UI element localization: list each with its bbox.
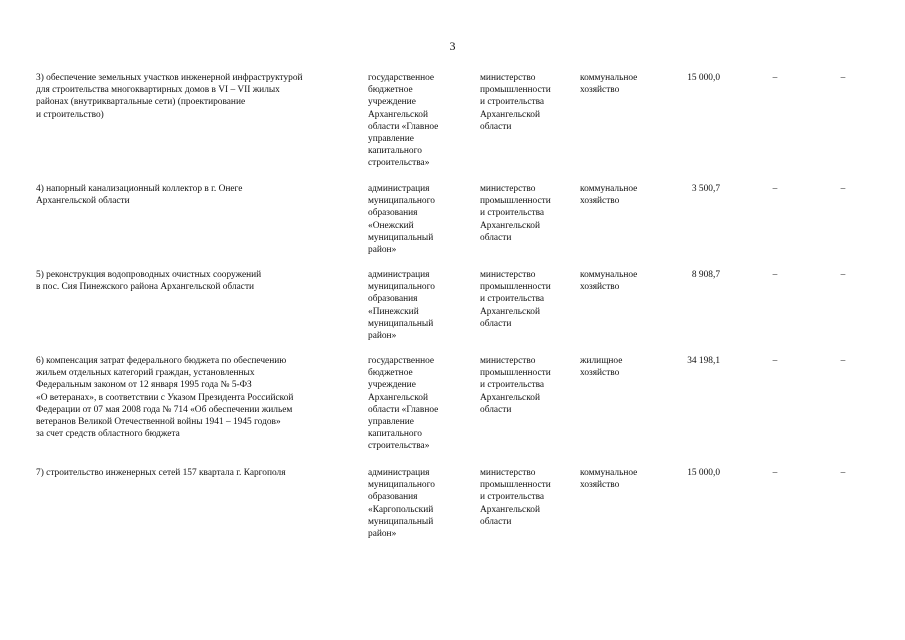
row-amount: 15 000,0 [687,468,720,478]
row-amount: 34 198,1 [687,356,720,366]
row-ministry: министерство промышленности и строительства Архангельской области [480,73,551,132]
row-description: 7) строительство инженерных сетей 157 квартала г. Каргополя [36,468,286,478]
row-dash-1: – [772,468,778,478]
row-ministry: министерство промышленности и строительства Архангельской области [480,468,551,527]
row-description: 6) компенсация затрат федерального бюджета по обеспечению жильем отдельных категорий граждан, установленных Федеральным законом от 12 января 1995 года № 5-ФЗ «О ветеранах», в соответствии с Указом Президента Российской Федерации от 07 мая 2008 года № 714 «Об обеспечении жильем ветеранов Великой Отечественной войны 1941 – 1945 годов» за счет средств областного бюджета [36,356,294,440]
row-dash-2: – [840,356,846,366]
row-executor: государственное бюджетное учреждение Архангельской области «Главное управление капитального строительства» [368,73,439,169]
row-executor: администрация муниципального образования «Пинежский муниципальный район» [368,270,435,342]
row-dash-1: – [772,184,778,194]
row-amount: 3 500,7 [691,184,720,194]
row-description: 4) напорный канализационный коллектор в г. Онеге Архангельской области [36,184,243,207]
page-number: 3 [449,39,456,53]
row-dash-2: – [840,270,846,280]
row-dash-1: – [772,270,778,280]
row-amount: 15 000,0 [687,73,720,83]
row-sector: коммунальное хозяйство [580,73,638,96]
row-executor: администрация муниципального образования «Каргопольский муниципальный район» [368,468,435,540]
row-executor: государственное бюджетное учреждение Архангельской области «Главное управление капитального строительства» [368,356,439,452]
row-sector: коммунальное хозяйство [580,184,638,207]
row-dash-2: – [840,73,846,83]
row-sector: коммунальное хозяйство [580,468,638,491]
row-sector: коммунальное хозяйство [580,270,638,293]
row-ministry: министерство промышленности и строительства Архангельской области [480,270,551,329]
row-executor: администрация муниципального образования «Онежский муниципальный район» [368,184,435,256]
row-amount: 8 908,7 [691,270,720,280]
row-dash-1: – [772,73,778,83]
row-ministry: министерство промышленности и строительства Архангельской области [480,356,551,415]
row-ministry: министерство промышленности и строительства Архангельской области [480,184,551,243]
row-dash-1: – [772,356,778,366]
row-description: 5) реконструкция водопроводных очистных сооружений в пос. Сия Пинежского района Архангельской области [36,270,262,293]
row-dash-2: – [840,184,846,194]
row-sector: жилищное хозяйство [580,356,623,379]
row-dash-2: – [840,468,846,478]
row-description: 3) обеспечение земельных участков инженерной инфраструктурой для строительства многоквартирных домов в VI – VII жилых районах (внутриквартальные сети) (проектирование и строительство) [36,73,303,120]
